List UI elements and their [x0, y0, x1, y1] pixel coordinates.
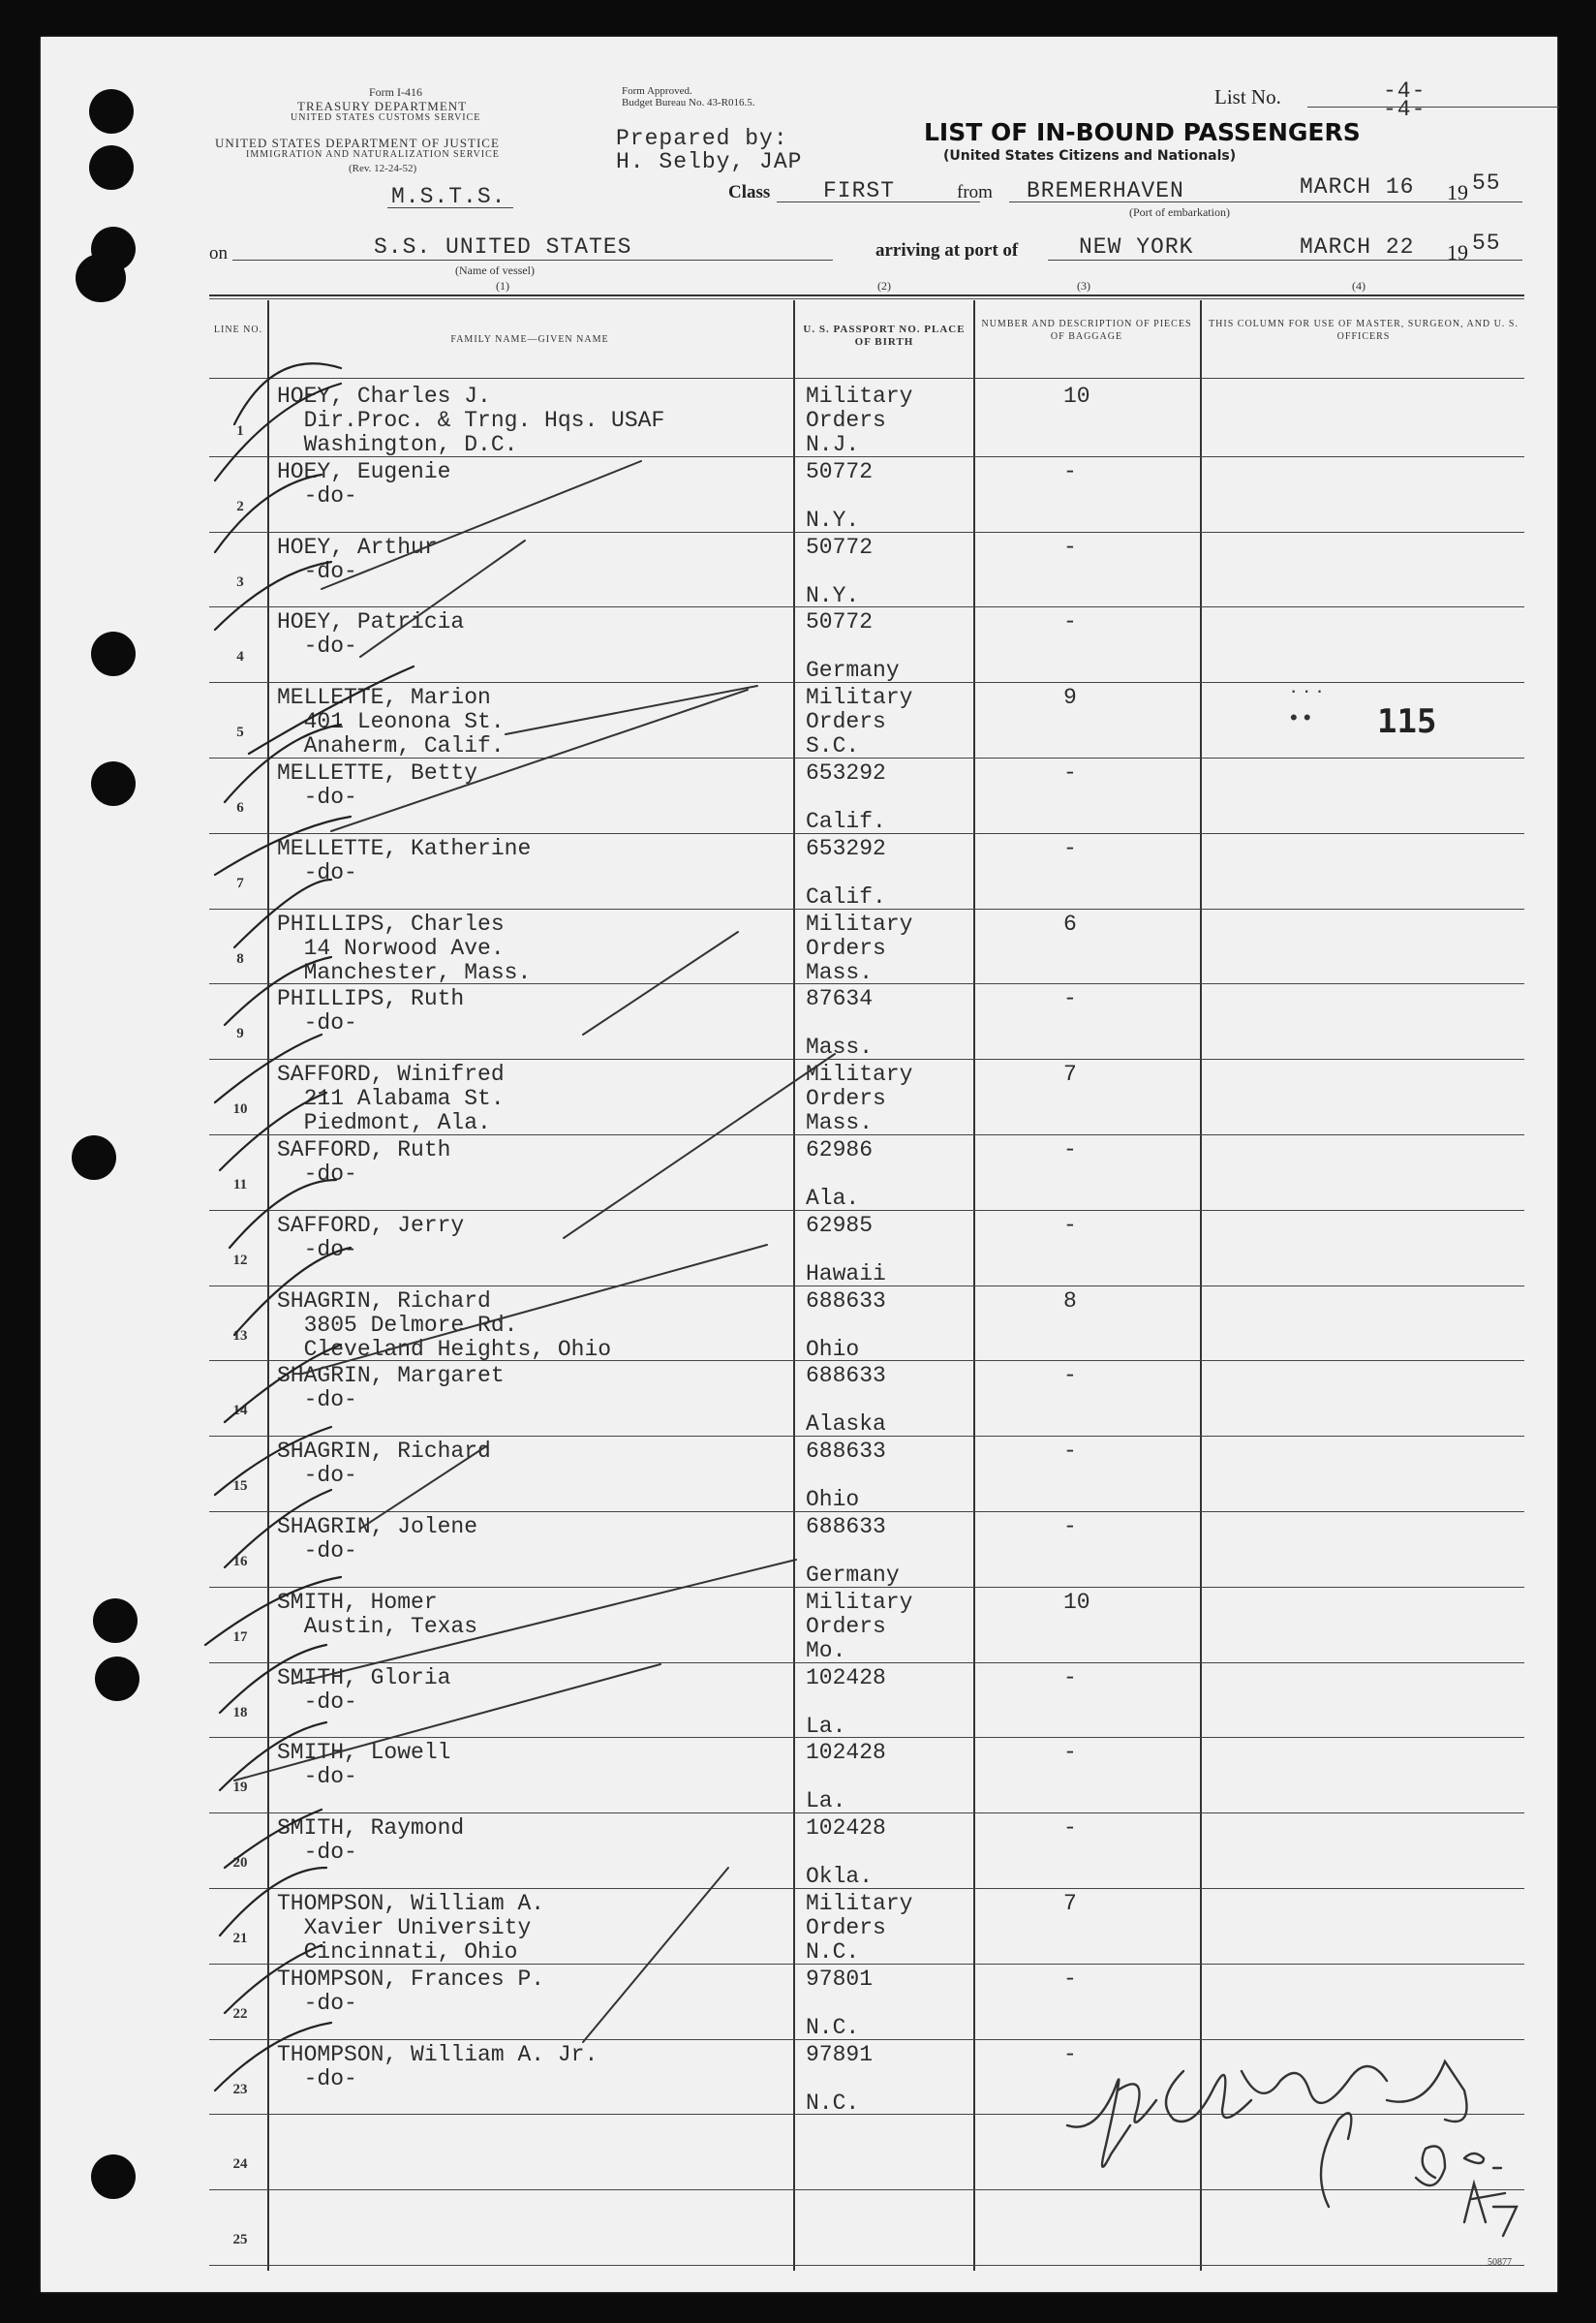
name-line: -do- — [277, 1840, 357, 1866]
passport-line: Germany — [806, 658, 900, 684]
passport-line: Orders — [806, 1086, 886, 1112]
name-line: Piedmont, Ala. — [277, 1110, 491, 1136]
name-line: HOEY, Patricia — [277, 609, 465, 635]
slash-line-5 — [583, 932, 738, 1035]
ins-service: IMMIGRATION AND NATURALIZATION SERVICE — [246, 149, 500, 160]
baggage-count: 9 — [1063, 685, 1077, 711]
name-line: SMITH, Gloria — [277, 1664, 451, 1690]
check-mark-12 — [230, 1180, 336, 1248]
stamp-dots: · · · — [1290, 678, 1324, 702]
name-line: SMITH, Raymond — [277, 1815, 465, 1842]
line-number: 13 — [232, 1327, 248, 1344]
check-mark-15 — [215, 1427, 331, 1495]
slash-line-6 — [564, 1054, 835, 1238]
passport-line: N.C. — [806, 1939, 860, 1965]
slash-line-9 — [292, 1560, 796, 1684]
check-mark-8 — [234, 880, 331, 947]
passport-line: Calif. — [806, 809, 886, 834]
name-line: Dir.Proc. & Trng. Hqs. USAF — [277, 408, 665, 433]
class-label: Class — [728, 182, 771, 202]
line-number: 4 — [236, 649, 244, 666]
arrival-port: NEW YORK — [1079, 234, 1194, 260]
line-number: 12 — [232, 1252, 248, 1268]
baggage-count: - — [1063, 1514, 1077, 1539]
check-mark-5 — [249, 666, 414, 754]
check-mark-7 — [215, 817, 351, 875]
check-mark-17 — [205, 1577, 341, 1645]
passport-line: Military — [806, 384, 913, 409]
handwritten-marks — [41, 37, 1557, 2292]
passport-line: Mass. — [806, 1035, 874, 1061]
form-subtitle: (United States Citizens and Nationals) — [943, 148, 1237, 164]
name-line: Anaherm, Calif. — [277, 733, 505, 759]
slash-line-7 — [302, 1245, 767, 1374]
passport-line: 688633 — [806, 1363, 886, 1389]
passport-line: Ohio — [806, 1336, 860, 1362]
name-line: -do- — [277, 482, 357, 509]
baggage-count: - — [1063, 534, 1077, 560]
baggage-count: - — [1063, 1966, 1077, 1992]
baggage-count: - — [1063, 986, 1077, 1012]
name-line: -do- — [277, 859, 357, 885]
passport-line: Military — [806, 1062, 913, 1088]
check-mark-13 — [234, 1248, 351, 1335]
passport-line: 653292 — [806, 835, 886, 861]
name-line: -do- — [277, 1990, 357, 2016]
passport-line: Ala. — [806, 1186, 860, 1211]
name-line: 211 Alabama St. — [277, 1086, 505, 1112]
check-mark-20 — [225, 1810, 322, 1868]
preparer-name: H. Selby, JAP — [616, 149, 803, 174]
name-line: -do- — [277, 1463, 357, 1489]
line-number: 6 — [236, 800, 244, 816]
revision: (Rev. 12-24-52) — [349, 163, 417, 174]
officer-stamp: 115 — [1377, 702, 1437, 741]
name-line: -do- — [277, 1688, 357, 1715]
passport-line: Military — [806, 1589, 913, 1615]
passport-line: 102428 — [806, 1740, 886, 1766]
baggage-count: - — [1063, 835, 1077, 861]
line-number: 3 — [236, 573, 244, 590]
line-number: 25 — [232, 2232, 248, 2248]
arriving-label: arriving at port of — [875, 240, 1019, 261]
vessel-name: S.S. UNITED STATES — [374, 234, 632, 260]
passport-line: 688633 — [806, 1287, 886, 1314]
name-line: -do- — [277, 1010, 357, 1037]
check-mark-1 — [234, 363, 341, 424]
port-embark-caption: (Port of embarkation) — [1129, 205, 1230, 219]
passport-line: 102428 — [806, 1664, 886, 1690]
name-line: -do- — [277, 1162, 357, 1187]
passport-line: La. — [806, 1788, 846, 1814]
name-line: -do- — [277, 558, 357, 584]
baggage-count: 7 — [1063, 1062, 1077, 1088]
baggage-count: - — [1063, 1664, 1077, 1690]
name-line: THOMPSON, Frances P. — [277, 1966, 545, 1992]
check-mark-21 — [220, 1868, 326, 1936]
passport-line: 97891 — [806, 2041, 874, 2067]
msts-label: M.S.T.S. — [391, 184, 506, 209]
line-number: 2 — [236, 498, 244, 514]
binder-hole-6 — [91, 761, 136, 806]
name-line: THOMPSON, William A. — [277, 1891, 545, 1916]
passport-line: Orders — [806, 408, 886, 433]
baggage-count: - — [1063, 1815, 1077, 1842]
inspector-signature — [1067, 2061, 1517, 2236]
name-line: SAFFORD, Jerry — [277, 1212, 465, 1238]
passport-line: 87634 — [806, 986, 874, 1012]
line-number: 11 — [232, 1177, 248, 1192]
check-mark-10 — [215, 1035, 322, 1102]
footer-code: 50877 — [1488, 2257, 1512, 2268]
passport-line: Military — [806, 685, 913, 711]
passport-line: Ohio — [806, 1487, 860, 1513]
check-mark-23 — [215, 2023, 331, 2091]
name-line: Xavier University — [277, 1915, 532, 1940]
line-number: 21 — [232, 1931, 248, 1946]
budget-bureau: Budget Bureau No. 43-R016.5. — [622, 97, 755, 108]
passport-line: 62986 — [806, 1137, 874, 1162]
baggage-count: 6 — [1063, 911, 1077, 937]
binder-hole-5 — [91, 632, 136, 676]
check-mark-22 — [225, 1945, 322, 2013]
line-number: 23 — [232, 2081, 248, 2097]
passport-line: Military — [806, 911, 913, 937]
name-line: SHAGRIN, Jolene — [277, 1514, 478, 1539]
name-line: -do- — [277, 1764, 357, 1790]
name-line: MELLETTE, Betty — [277, 760, 478, 786]
on-label: on — [209, 243, 228, 263]
manifest-page — [41, 37, 1557, 2292]
passport-line: Germany — [806, 1563, 900, 1588]
slash-line-2 — [360, 541, 525, 657]
name-line: MELLETTE, Katherine — [277, 835, 532, 861]
name-line: Austin, Texas — [277, 1613, 478, 1639]
passport-line: 62985 — [806, 1212, 874, 1238]
passport-line: 653292 — [806, 760, 886, 786]
name-line: -do- — [277, 785, 357, 810]
baggage-count: - — [1063, 609, 1077, 635]
baggage-count: - — [1063, 1363, 1077, 1389]
form-approved: Form Approved. — [622, 85, 692, 97]
passport-line: Orders — [806, 1915, 886, 1940]
passport-line: Orders — [806, 1613, 886, 1639]
binder-hole-1 — [89, 89, 134, 134]
name-line: 14 Norwood Ave. — [277, 935, 505, 961]
baggage-count: 10 — [1063, 1589, 1090, 1615]
passport-line: N.C. — [806, 2014, 860, 2040]
justice-dept: UNITED STATES DEPARTMENT OF JUSTICE — [215, 136, 500, 150]
name-line: MELLETTE, Marion — [277, 685, 491, 711]
baggage-count: 10 — [1063, 384, 1090, 409]
stamp-dots-2: • • — [1290, 705, 1311, 729]
name-line: THOMPSON, William A. Jr. — [277, 2041, 598, 2067]
name-line: -do- — [277, 1236, 357, 1262]
name-line: -do- — [277, 2065, 357, 2091]
binder-hole-9 — [95, 1657, 139, 1701]
name-line: SHAGRIN, Richard — [277, 1439, 491, 1465]
departure-date: MARCH 16 — [1300, 174, 1415, 200]
line-number: 8 — [236, 950, 244, 967]
passport-line: Alaska — [806, 1411, 886, 1438]
treasury-dept: TREASURY DEPARTMENT — [297, 99, 468, 113]
line-number: 14 — [232, 1403, 248, 1419]
class-value: FIRST — [823, 178, 896, 203]
col-header-name: FAMILY NAME—GIVEN NAME — [450, 334, 609, 345]
col-header-baggage: NUMBER AND DESCRIPTION OF PIECES OF BAGGAGE — [981, 319, 1192, 342]
passport-line: Okla. — [806, 1864, 874, 1890]
list-no-label: List No. — [1214, 85, 1281, 108]
line-number: 20 — [232, 1855, 248, 1872]
col-header-line-no: LINE NO. — [213, 325, 263, 335]
name-line: Manchester, Mass. — [277, 959, 532, 985]
name-line: HOEY, Eugenie — [277, 458, 451, 484]
passport-line: Calif. — [806, 883, 886, 910]
binder-hole-8 — [93, 1598, 138, 1643]
baggage-count: - — [1063, 1212, 1077, 1238]
name-line: Washington, D.C. — [277, 432, 518, 457]
passport-line: 50772 — [806, 609, 874, 635]
name-line: SHAGRIN, Richard — [277, 1287, 491, 1314]
slash-line-3 — [506, 686, 757, 734]
passport-line: N.J. — [806, 432, 860, 457]
col-number-2: (2) — [877, 279, 891, 293]
passport-line: Hawaii — [806, 1260, 886, 1286]
line-number: 7 — [236, 875, 244, 891]
passport-line: Military — [806, 1891, 913, 1916]
name-line: -do- — [277, 634, 357, 660]
passport-line: N.Y. — [806, 507, 860, 533]
line-number: 1 — [236, 423, 244, 439]
slash-line-8 — [360, 1446, 486, 1529]
line-number: 24 — [232, 2156, 248, 2173]
form-title: LIST OF IN-BOUND PASSENGERS — [924, 118, 1361, 146]
customs-service: UNITED STATES CUSTOMS SERVICE — [291, 112, 481, 123]
line-number: 19 — [232, 1780, 248, 1796]
passport-line: 102428 — [806, 1815, 886, 1842]
check-mark-2 — [215, 384, 341, 480]
line-number: 5 — [236, 725, 244, 741]
check-mark-14 — [225, 1345, 341, 1422]
baggage-count: 8 — [1063, 1287, 1077, 1314]
binder-hole-10 — [91, 2154, 136, 2199]
check-mark-6 — [225, 725, 341, 802]
slash-line-4 — [331, 690, 748, 831]
arrival-year-prefix: 19 — [1447, 240, 1468, 264]
from-label: from — [957, 182, 993, 202]
arrival-year: 55 — [1472, 231, 1501, 256]
binder-hole-2 — [89, 145, 134, 190]
name-line: SAFFORD, Winifred — [277, 1062, 505, 1088]
port-of-embarkation: BREMERHAVEN — [1027, 178, 1184, 203]
baggage-count: - — [1063, 1439, 1077, 1465]
baggage-count: - — [1063, 2041, 1077, 2067]
line-number: 17 — [232, 1628, 248, 1645]
passport-line: Orders — [806, 935, 886, 961]
baggage-count: - — [1063, 458, 1077, 484]
passport-line: N.C. — [806, 2090, 860, 2116]
check-mark-3 — [215, 475, 322, 552]
line-number: 22 — [232, 2005, 248, 2022]
check-mark-4 — [215, 562, 331, 630]
name-line: SMITH, Homer — [277, 1589, 438, 1615]
name-line: Cleveland Heights, Ohio — [277, 1336, 612, 1362]
check-mark-9 — [225, 957, 331, 1025]
list-no-value-2: -4- — [1383, 97, 1427, 122]
departure-year-prefix: 19 — [1447, 180, 1468, 204]
check-mark-16 — [225, 1490, 331, 1567]
passport-line: Mass. — [806, 1110, 874, 1136]
name-line: SHAGRIN, Margaret — [277, 1363, 505, 1389]
binder-hole-7 — [72, 1135, 116, 1180]
vessel-caption: (Name of vessel) — [455, 263, 535, 277]
line-number: 16 — [232, 1554, 248, 1569]
departure-year: 55 — [1472, 170, 1501, 196]
name-line: HOEY, Arthur — [277, 534, 438, 560]
check-mark-11 — [220, 1093, 326, 1170]
passport-line: S.C. — [806, 733, 860, 759]
line-number: 18 — [232, 1704, 248, 1720]
col-number-4: (4) — [1352, 279, 1366, 293]
line-number: 10 — [232, 1101, 248, 1118]
name-line: Cincinnati, Ohio — [277, 1939, 518, 1965]
name-line: -do- — [277, 1387, 357, 1413]
passport-line: 50772 — [806, 534, 874, 560]
name-line: -do- — [277, 1538, 357, 1564]
name-line: PHILLIPS, Ruth — [277, 986, 465, 1012]
name-line: 401 Leonona St. — [277, 709, 505, 735]
list-no-value: -4- — [1383, 78, 1427, 104]
baggage-count: - — [1063, 760, 1077, 786]
name-line: SMITH, Lowell — [277, 1740, 451, 1766]
passport-line: Orders — [806, 709, 886, 735]
passport-line: N.Y. — [806, 582, 860, 608]
baggage-count: 7 — [1063, 1891, 1077, 1916]
passport-line: 50772 — [806, 458, 874, 484]
prepared-by-label: Prepared by: — [616, 126, 788, 151]
passport-line: 688633 — [806, 1439, 886, 1465]
name-line: PHILLIPS, Charles — [277, 911, 505, 937]
arrival-date: MARCH 22 — [1300, 234, 1415, 260]
form-number: Form I-416 — [369, 85, 422, 99]
col-header-passport: U. S. PASSPORT NO. PLACE OF BIRTH — [803, 324, 966, 348]
col-number-1: (1) — [496, 279, 509, 293]
passport-line: 688633 — [806, 1514, 886, 1539]
passport-line: Mass. — [806, 959, 874, 985]
name-line: 3805 Delmore Rd. — [277, 1312, 518, 1338]
baggage-count: - — [1063, 1137, 1077, 1162]
line-number: 15 — [232, 1478, 248, 1495]
name-line: HOEY, Charles J. — [277, 384, 491, 409]
col-number-3: (3) — [1077, 279, 1090, 293]
passport-line: La. — [806, 1713, 846, 1739]
binder-hole-4 — [76, 254, 126, 302]
slash-line-1 — [322, 461, 641, 589]
passport-line: Mo. — [806, 1637, 846, 1663]
col-header-officers: THIS COLUMN FOR USE OF MASTER, SURGEON, AND U. S. OFFICERS — [1209, 319, 1519, 342]
baggage-count: - — [1063, 1740, 1077, 1766]
slash-line-11 — [583, 1868, 728, 2042]
line-number: 9 — [236, 1026, 244, 1042]
passport-line: 97801 — [806, 1966, 874, 1992]
name-line: SAFFORD, Ruth — [277, 1137, 451, 1162]
